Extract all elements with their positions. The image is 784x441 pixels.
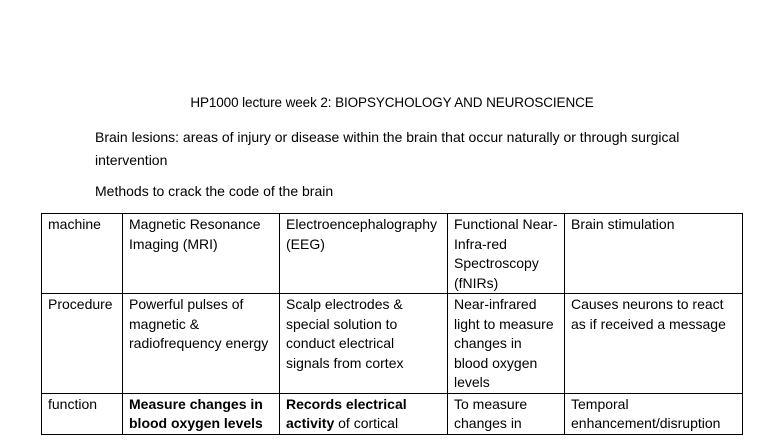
header-eeg: Electroencephalography (EEG) — [280, 214, 448, 294]
cell-function-mri — [123, 393, 280, 434]
table-row-procedure — [42, 294, 743, 394]
paragraph-methods: Methods to crack the code of the brain — [95, 183, 334, 199]
methods-table — [41, 213, 743, 435]
cell-procedure-stimulation: Causes neurons to react as if received a message — [565, 294, 743, 394]
table-row-function — [42, 393, 743, 434]
paragraph-brain-lesions: Brain lesions: areas of injury or disease within the brain that occur naturally or through surgical intervention — [95, 129, 680, 168]
table-row-header — [42, 214, 743, 294]
cell-procedure-eeg: Scalp electrodes & special solution to conduct electrical signals from cortex — [280, 294, 448, 394]
cell-procedure-fnirs: Near-infrared light to measure changes in blood oxygen levels — [448, 294, 565, 394]
header-mri: Magnetic Resonance Imaging (MRI) — [123, 214, 280, 294]
document-title: HP1000 lecture week 2: BIOPSYCHOLOGY AND NEUROSCIENCE — [190, 95, 594, 110]
function-eeg-bold-text: Records electrical activity — [286, 395, 407, 431]
cell-procedure-mri: Powerful pulses of magnetic & radiofrequency energy — [123, 294, 280, 394]
cell-function-stimulation: Temporal enhancement/disruption — [565, 393, 743, 434]
row-label-function: function — [42, 393, 123, 434]
row-label-procedure: Procedure — [42, 294, 123, 394]
function-mri-text: Measure changes in blood oxygen levels — [129, 395, 263, 431]
cell-function-eeg — [280, 393, 448, 434]
row-label-machine: machine — [42, 214, 123, 294]
header-fnirs: Functional Near-Infra-red Spectroscopy (fNIRs) — [448, 214, 565, 294]
cell-function-fnirs: To measure changes in — [448, 393, 565, 434]
header-brain-stimulation: Brain stimulation — [565, 214, 743, 294]
function-eeg-text: of cortical — [334, 415, 399, 431]
